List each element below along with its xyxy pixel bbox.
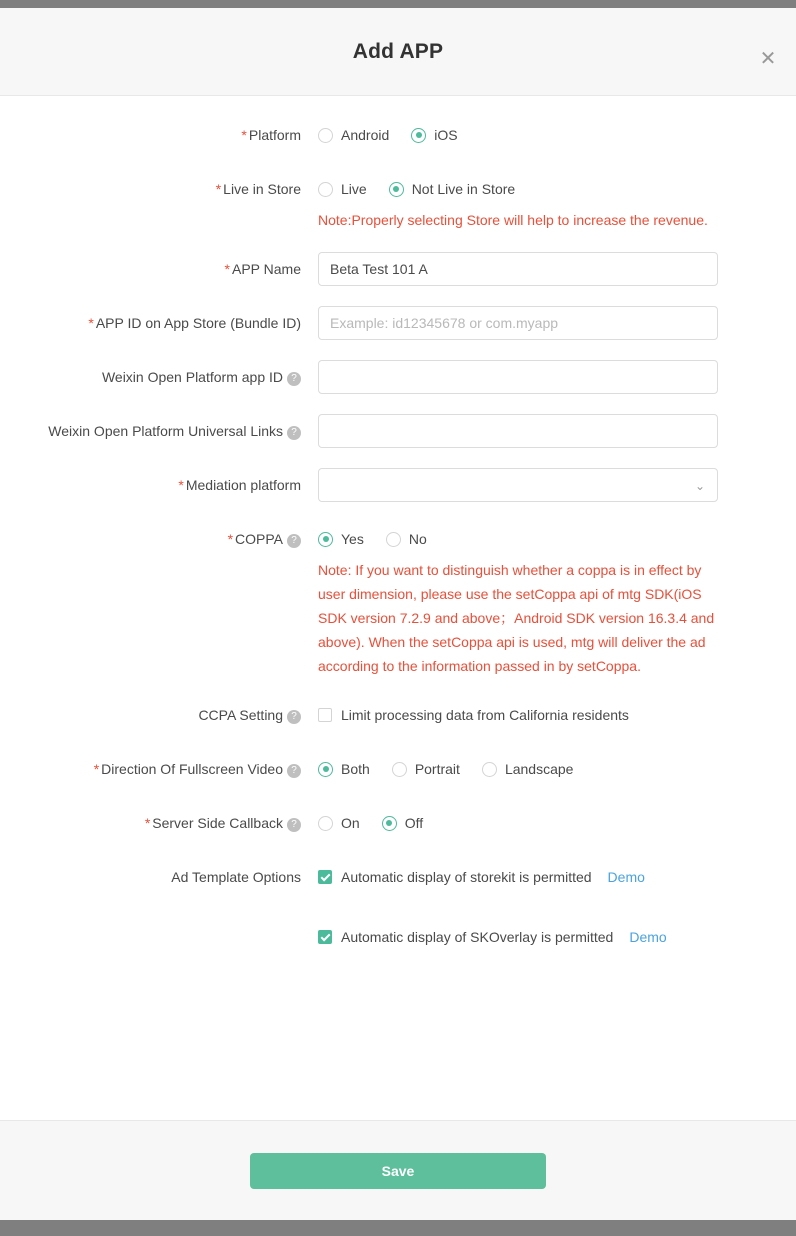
help-icon[interactable]: ? (287, 534, 301, 548)
field-ccpa-setting (0, 698, 736, 732)
dialog-footer (0, 1120, 796, 1220)
dialog-body (0, 96, 796, 1120)
checkbox-label: Automatic display of SKOverlay is permitted (341, 929, 614, 945)
field-server-side-callback (0, 806, 736, 840)
required-marker: * (88, 315, 94, 331)
radio-label: Not Live in Store (411, 181, 516, 197)
radio-icon[interactable] (392, 762, 407, 777)
weixin-universal-links-input[interactable] (318, 414, 718, 448)
radio-callback-on[interactable] (318, 815, 360, 831)
radio-direction-portrait[interactable] (392, 761, 460, 777)
coppa-radio-group (318, 522, 736, 556)
weixin-app-id-label: Weixin Open Platform app ID ? (0, 360, 318, 394)
radio-label: Android (341, 127, 390, 143)
ad-template-option-storekit[interactable] (318, 860, 736, 894)
field-platform (0, 118, 736, 152)
checkbox-icon[interactable] (318, 870, 332, 884)
checkbox-label: Limit processing data from California residents (341, 707, 629, 723)
radio-platform-ios[interactable] (411, 127, 457, 143)
help-icon[interactable]: ? (287, 764, 301, 778)
required-marker: * (241, 127, 247, 143)
radio-label: Live (341, 181, 367, 197)
checkbox-icon[interactable] (318, 708, 332, 722)
app-name-label: * APP Name (224, 261, 301, 277)
radio-icon[interactable] (318, 816, 333, 831)
skoverlay-demo-link[interactable]: Demo (629, 929, 667, 945)
help-icon[interactable]: ? (287, 372, 301, 386)
radio-icon[interactable] (389, 182, 404, 197)
radio-icon[interactable] (386, 532, 401, 547)
help-icon[interactable]: ? (287, 426, 301, 440)
field-weixin-app-id (0, 360, 736, 394)
radio-icon[interactable] (318, 762, 333, 777)
live-in-store-radio-group (318, 172, 736, 206)
required-marker: * (178, 477, 184, 493)
save-button[interactable]: Save (250, 1153, 546, 1189)
weixin-app-id-input[interactable] (318, 360, 718, 394)
radio-live[interactable] (318, 181, 367, 197)
live-in-store-label: * Live in Store (215, 181, 301, 197)
server-side-callback-label: * Server Side Callback ? (0, 806, 318, 840)
radio-icon[interactable] (318, 128, 333, 143)
radio-label: No (408, 531, 427, 547)
field-mediation-platform (0, 468, 736, 502)
help-icon[interactable]: ? (287, 710, 301, 724)
field-direction-fullscreen-video (0, 752, 736, 786)
field-coppa (0, 522, 736, 678)
ad-template-options-label: Ad Template Options (171, 869, 301, 885)
direction-fullscreen-video-label: * Direction Of Fullscreen Video ? (0, 752, 318, 786)
required-marker: * (227, 531, 234, 547)
radio-label: On (341, 815, 360, 831)
app-name-input[interactable] (318, 252, 718, 286)
server-side-callback-radio-group (318, 806, 736, 840)
required-marker: * (215, 181, 222, 197)
storekit-demo-link[interactable]: Demo (607, 869, 645, 885)
direction-radio-group (318, 752, 736, 786)
checkbox-ccpa-limit-processing[interactable] (318, 698, 736, 732)
radio-coppa-yes[interactable] (318, 531, 364, 547)
radio-coppa-no[interactable] (386, 531, 427, 547)
add-app-dialog (0, 8, 796, 1220)
help-icon[interactable]: ? (287, 818, 301, 832)
radio-label: Both (341, 761, 370, 777)
required-marker: * (224, 261, 230, 277)
coppa-note: Note: If you want to distinguish whether a coppa is in effect by user dimension, please use the setCoppa api of mtg SDK(iOS SDK version 7.2.9 and above；Android SDK version 16.3.4 and above). When the setCoppa api is used, mtg will deliver the ad according to the information passed in by setCoppa. (318, 562, 715, 674)
field-app-name (0, 252, 736, 286)
checkbox-icon[interactable] (318, 930, 332, 944)
field-app-id (0, 306, 736, 340)
radio-label: Portrait (414, 761, 460, 777)
field-live-in-store (0, 172, 736, 232)
ccpa-setting-label: CCPA Setting ? (0, 698, 318, 732)
required-marker: * (144, 815, 151, 831)
ad-template-option-skoverlay[interactable] (318, 920, 736, 954)
field-weixin-universal-links (0, 414, 736, 448)
chevron-down-icon[interactable]: ⌄ (694, 479, 705, 493)
radio-platform-android[interactable] (318, 127, 389, 143)
page-title: Add APP (352, 39, 444, 63)
mediation-platform-label: * Mediation platform (178, 477, 301, 493)
radio-icon[interactable] (411, 128, 426, 143)
radio-label: Yes (341, 531, 364, 547)
radio-icon[interactable] (318, 182, 333, 197)
radio-label: iOS (434, 127, 458, 143)
radio-icon[interactable] (318, 532, 333, 547)
platform-label: * Platform (241, 127, 301, 143)
live-in-store-note: Note:Properly selecting Store will help to increase the revenue. (318, 212, 708, 228)
radio-direction-landscape[interactable] (482, 761, 574, 777)
mediation-platform-select[interactable] (318, 468, 718, 502)
weixin-universal-links-label: Weixin Open Platform Universal Links ? (0, 414, 318, 448)
field-ad-template-options (0, 860, 736, 954)
coppa-label: * COPPA ? (0, 522, 318, 556)
radio-callback-off[interactable] (382, 815, 423, 831)
required-marker: * (93, 761, 100, 777)
app-id-label: * APP ID on App Store (Bundle ID) (88, 315, 301, 331)
checkbox-label: Automatic display of storekit is permitted (341, 869, 592, 885)
platform-radio-group (318, 118, 736, 152)
radio-icon[interactable] (382, 816, 397, 831)
radio-label: Landscape (504, 761, 574, 777)
app-id-input[interactable] (318, 306, 718, 340)
radio-label: Off (404, 815, 424, 831)
radio-not-live-in-store[interactable] (389, 181, 516, 197)
radio-direction-both[interactable] (318, 761, 370, 777)
close-icon[interactable]: ✕ (759, 46, 777, 70)
radio-icon[interactable] (482, 762, 497, 777)
dialog-header (0, 8, 796, 96)
